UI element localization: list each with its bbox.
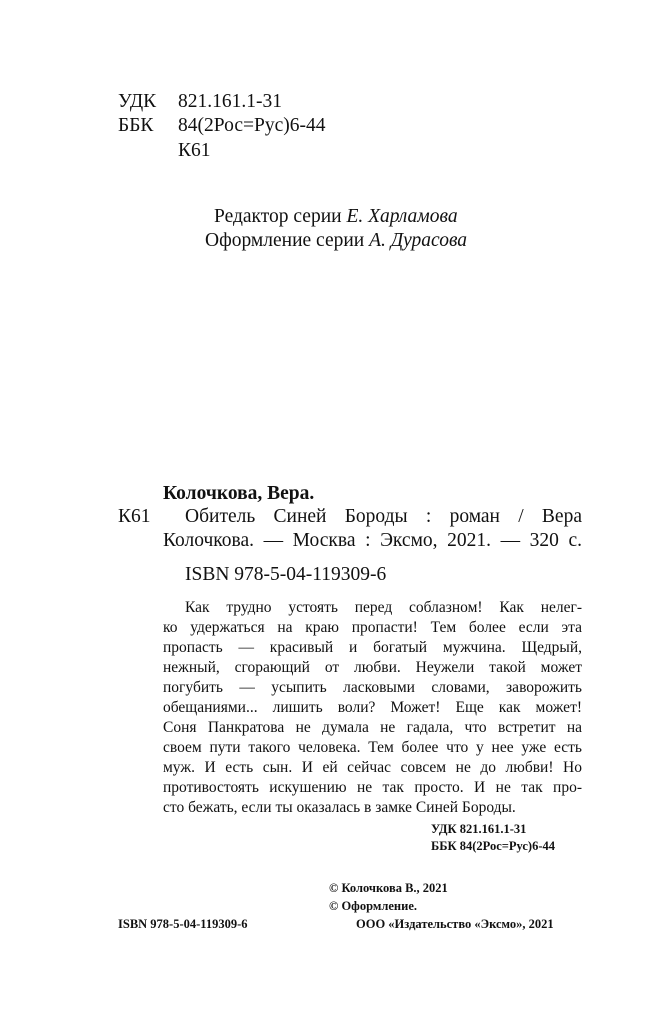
annotation-line: погубить — усыпить ласковыми словами, заворожить — [163, 679, 582, 696]
author-mark: К61 — [178, 140, 211, 161]
annotation-line: Соня Панкратова не думала не гадала, что встретит на — [163, 719, 582, 736]
copyright-publisher: ООО «Издательство «Эксмо», 2021 — [356, 917, 554, 931]
bib-isbn: ISBN 978-5-04-119309-6 — [185, 564, 387, 585]
annotation-line: пропасть — красивый и богатый мужчина. Щедрый, — [163, 639, 582, 656]
series-design — [205, 230, 467, 252]
udk-code: 821.161.1-31 — [178, 91, 282, 112]
bib-line-2: Колочкова. — Москва : Эксмо, 2021. — 320 с. — [163, 530, 582, 551]
copyright-design: © Оформление. — [329, 899, 418, 913]
copyright-author: © Колочкова В., 2021 — [329, 881, 448, 895]
editor-name: Е. Харламова — [346, 206, 458, 227]
annotation-line: муж. И есть сын. И ей сейчас совсем не до любви! Но — [163, 759, 582, 776]
annotation-line: противостоять искушению не так просто. И не так про- — [163, 779, 582, 796]
annotation-line: Как трудно устоять перед соблазном! Как нелег- — [185, 599, 582, 616]
editor-role: Редактор серии — [214, 206, 342, 227]
small-bbk: ББК 84(2Рос=Рус)6-44 — [431, 839, 555, 853]
series-editor — [214, 206, 458, 228]
annotation-line: своем пути такого человека. Тем более что у нее уже есть — [163, 739, 582, 756]
udk-label: УДК — [118, 91, 157, 112]
footer-isbn: ISBN 978-5-04-119309-6 — [118, 917, 248, 931]
bbk-code: 84(2Рос=Рус)6-44 — [178, 115, 326, 136]
design-name: А. Дурасова — [369, 230, 468, 251]
annotation-line: нежный, сгорающий от любви. Неужели такой может — [163, 659, 582, 676]
bbk-label: ББК — [118, 115, 154, 136]
annotation-line: сто бежать, если ты оказалась в замке Синей Бороды. — [163, 799, 516, 816]
annotation-line: ко удержаться на краю пропасти! Тем более если эта — [163, 619, 582, 636]
annotation — [163, 598, 582, 818]
annotation-line: обещаниями... лишить воли? Может! Еще как может! — [163, 699, 582, 716]
bib-author: Колочкова, Вера. — [163, 483, 315, 504]
design-role: Оформление серии — [205, 230, 365, 251]
small-udk: УДК 821.161.1-31 — [431, 822, 527, 836]
bib-mark: К61 — [118, 506, 151, 527]
bib-line-1: Обитель Синей Бороды : роман / Вера — [185, 506, 582, 527]
